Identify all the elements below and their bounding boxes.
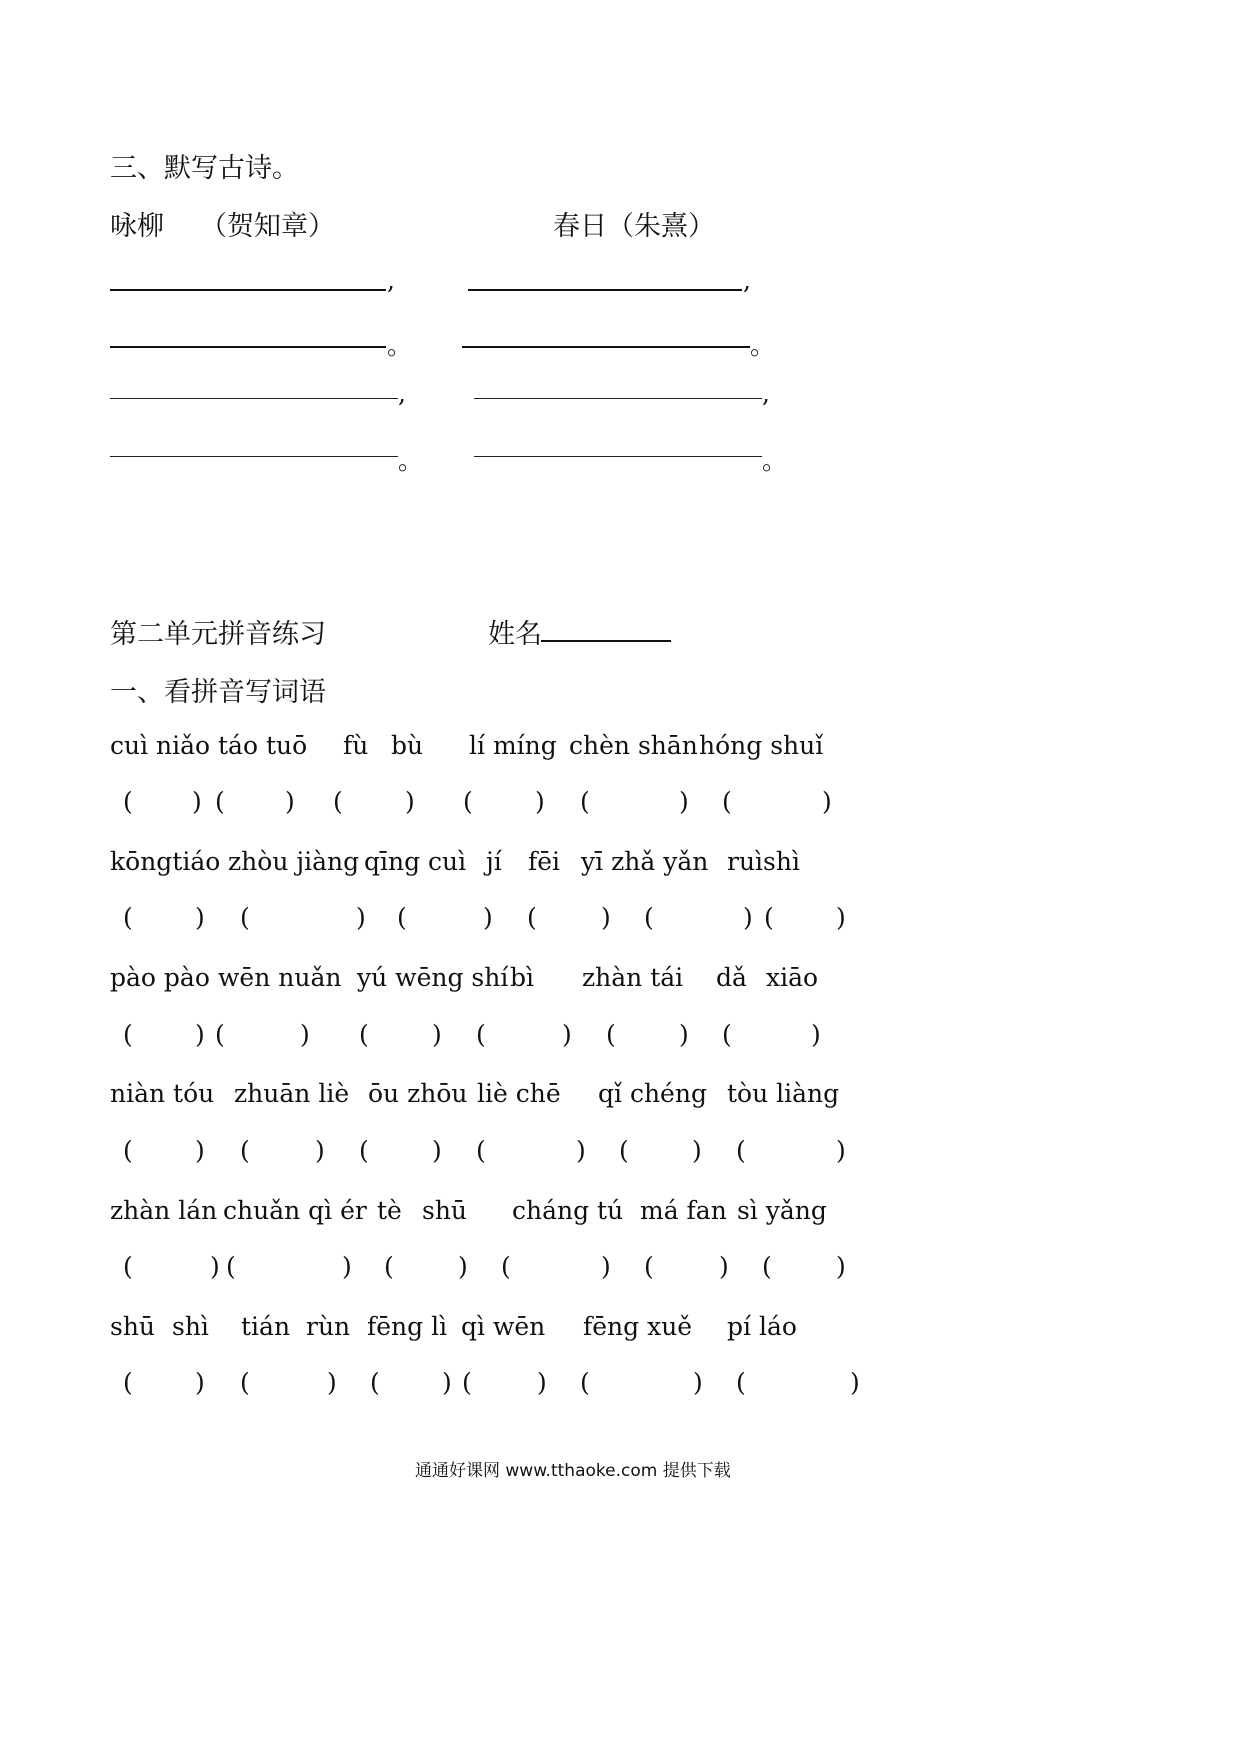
answer-open-paren: (	[123, 903, 133, 932]
answer-close-paren: )	[719, 1252, 729, 1281]
pinyin-word: yī zhǎ yǎn	[581, 847, 709, 876]
answer-blank[interactable]	[656, 1252, 717, 1282]
answer-open-paren: (	[476, 1020, 486, 1049]
answer-open-paren: (	[580, 787, 590, 816]
pinyin-word: chèn shān	[569, 731, 698, 760]
pinyin-word: táo tuō	[218, 731, 308, 760]
answer-open-paren: (	[359, 1136, 369, 1165]
answer-close-paren: )	[458, 1252, 468, 1281]
poem1-line-3[interactable]	[110, 398, 398, 399]
answer-open-paren: (	[644, 1252, 654, 1281]
punct: 。	[387, 331, 413, 360]
pinyin-word: hóng shuǐ	[699, 731, 824, 760]
answer-blank[interactable]	[592, 1368, 691, 1398]
section-heading-poems: 三、默写古诗。	[110, 153, 299, 184]
pinyin-word: tián	[241, 1312, 291, 1341]
answer-open-paren: (	[384, 1252, 394, 1281]
answer-open-paren: (	[476, 1136, 486, 1165]
answer-open-paren: (	[123, 1252, 133, 1281]
pinyin-word: zhàn tái	[582, 963, 684, 992]
answer-open-paren: (	[123, 1020, 133, 1049]
answer-blank[interactable]	[488, 1020, 560, 1050]
answer-blank[interactable]	[135, 787, 190, 817]
punct: 。	[398, 446, 424, 475]
answer-open-paren: (	[722, 1020, 732, 1049]
answer-blank[interactable]	[539, 903, 599, 933]
answer-close-paren: )	[679, 1020, 689, 1049]
pinyin-word: shū	[110, 1312, 156, 1341]
answer-blank[interactable]	[475, 787, 533, 817]
poem2-title: 春日（朱熹）	[553, 211, 715, 242]
answer-open-paren: (	[762, 1252, 772, 1281]
answer-close-paren: )	[601, 903, 611, 932]
answer-close-paren: )	[210, 1252, 220, 1281]
pinyin-word: ruìshì	[727, 847, 800, 876]
answer-close-paren: )	[442, 1368, 452, 1397]
answer-open-paren: (	[462, 1368, 472, 1397]
name-field[interactable]	[541, 640, 671, 642]
answer-open-paren: (	[619, 1136, 629, 1165]
answer-blank[interactable]	[474, 1368, 535, 1398]
pinyin-word: pí láo	[727, 1312, 797, 1341]
punct: 。	[762, 446, 788, 475]
pinyin-word: fēi	[528, 847, 561, 876]
answer-blank[interactable]	[371, 1020, 430, 1050]
answer-close-paren: )	[679, 787, 689, 816]
pinyin-word: fù	[343, 731, 369, 760]
answer-open-paren: (	[644, 903, 654, 932]
answer-close-paren: )	[432, 1020, 442, 1049]
answer-blank[interactable]	[238, 1252, 340, 1282]
answer-blank[interactable]	[135, 1252, 208, 1282]
answer-blank[interactable]	[252, 1136, 313, 1166]
pinyin-word: dǎ	[716, 963, 747, 992]
answer-blank[interactable]	[748, 1368, 848, 1398]
answer-close-paren: )	[537, 1368, 547, 1397]
punct: ,	[743, 266, 751, 295]
answer-close-paren: )	[836, 903, 846, 932]
answer-blank[interactable]	[734, 1020, 809, 1050]
answer-blank[interactable]	[135, 1136, 193, 1166]
pinyin-word: chuǎn qì ér	[223, 1196, 367, 1225]
poem2-line-2[interactable]	[462, 346, 750, 348]
answer-open-paren: (	[226, 1252, 236, 1281]
pinyin-word: fēng lì	[367, 1312, 448, 1341]
answer-blank[interactable]	[592, 787, 677, 817]
answer-close-paren: )	[562, 1020, 572, 1049]
pinyin-word: zhòu jiàng	[228, 847, 360, 876]
pinyin-word: jí	[486, 847, 502, 876]
answer-open-paren: (	[580, 1368, 590, 1397]
answer-blank[interactable]	[409, 903, 481, 933]
answer-close-paren: )	[601, 1252, 611, 1281]
answer-blank[interactable]	[345, 787, 403, 817]
answer-blank[interactable]	[371, 1136, 430, 1166]
pinyin-word: fēng xuě	[583, 1312, 693, 1341]
pinyin-word: qīng cuì	[364, 847, 467, 876]
poem1-line-4[interactable]	[110, 456, 398, 457]
answer-open-paren: (	[123, 1368, 133, 1397]
answer-open-paren: (	[333, 787, 343, 816]
answer-open-paren: (	[240, 903, 250, 932]
pinyin-word: wēn nuǎn	[218, 963, 342, 992]
pinyin-word: má fan	[640, 1196, 727, 1225]
answer-blank[interactable]	[774, 1252, 834, 1282]
pinyin-word: shū	[422, 1196, 468, 1225]
pinyin-word: ōu zhōu	[368, 1079, 468, 1108]
answer-blank[interactable]	[734, 787, 820, 817]
pinyin-word: qì wēn	[461, 1312, 546, 1341]
answer-open-paren: (	[606, 1020, 616, 1049]
answer-open-paren: (	[463, 787, 473, 816]
answer-close-paren: )	[285, 787, 295, 816]
answer-open-paren: (	[123, 787, 133, 816]
answer-close-paren: )	[811, 1020, 821, 1049]
pinyin-word: cháng tú	[512, 1196, 624, 1225]
pinyin-word: liè chē	[477, 1079, 561, 1108]
answer-close-paren: )	[850, 1368, 860, 1397]
answer-close-paren: )	[692, 1136, 702, 1165]
answer-blank[interactable]	[252, 1368, 325, 1398]
poem1-line-2[interactable]	[110, 346, 386, 348]
answer-blank[interactable]	[631, 1136, 690, 1166]
answer-blank[interactable]	[748, 1136, 834, 1166]
answer-close-paren: )	[356, 903, 366, 932]
answer-open-paren: (	[240, 1136, 250, 1165]
answer-close-paren: )	[342, 1252, 352, 1281]
pinyin-word: bù	[391, 731, 424, 760]
answer-close-paren: )	[300, 1020, 310, 1049]
punct: ,	[398, 379, 406, 408]
answer-open-paren: (	[722, 787, 732, 816]
answer-open-paren: (	[501, 1252, 511, 1281]
answer-blank[interactable]	[656, 903, 741, 933]
answer-close-paren: )	[576, 1136, 586, 1165]
answer-open-paren: (	[215, 787, 225, 816]
pinyin-word: zhuān liè	[234, 1079, 350, 1108]
answer-close-paren: )	[483, 903, 493, 932]
answer-close-paren: )	[192, 787, 202, 816]
pinyin-word: xiāo	[766, 963, 819, 992]
pinyin-word: niàn tóu	[110, 1079, 215, 1108]
pinyin-word: yú wēng shí	[357, 963, 509, 992]
answer-blank[interactable]	[135, 903, 193, 933]
answer-open-paren: (	[123, 1136, 133, 1165]
answer-close-paren: )	[405, 787, 415, 816]
pinyin-word: sì yǎng	[737, 1196, 827, 1225]
pinyin-word: shì	[172, 1312, 209, 1341]
answer-blank[interactable]	[227, 1020, 298, 1050]
answer-blank[interactable]	[135, 1368, 193, 1398]
name-label: 姓名	[488, 619, 542, 650]
answer-blank[interactable]	[135, 1020, 193, 1050]
answer-open-paren: (	[764, 903, 774, 932]
pinyin-word: bì	[510, 963, 534, 992]
answer-close-paren: )	[315, 1136, 325, 1165]
answer-blank[interactable]	[382, 1368, 440, 1398]
punct: ,	[387, 266, 395, 295]
answer-close-paren: )	[535, 787, 545, 816]
poem2-line-1[interactable]	[468, 289, 742, 291]
poem1-title: 咏柳	[110, 211, 164, 242]
answer-open-paren: (	[736, 1136, 746, 1165]
answer-close-paren: )	[327, 1368, 337, 1397]
pinyin-word: tè	[377, 1196, 402, 1225]
answer-open-paren: (	[359, 1020, 369, 1049]
answer-close-paren: )	[195, 903, 205, 932]
answer-open-paren: (	[397, 903, 407, 932]
answer-blank[interactable]	[618, 1020, 677, 1050]
answer-close-paren: )	[836, 1252, 846, 1281]
section-heading-pinyin: 一、看拼音写词语	[110, 677, 326, 708]
answer-open-paren: (	[240, 1368, 250, 1397]
pinyin-word: zhàn lán	[110, 1196, 218, 1225]
answer-open-paren: (	[527, 903, 537, 932]
answer-blank[interactable]	[227, 787, 283, 817]
unit-title: 第二单元拼音练习	[110, 619, 326, 650]
poem1-author: （贺知章）	[200, 211, 335, 242]
answer-blank[interactable]	[488, 1136, 574, 1166]
answer-blank[interactable]	[513, 1252, 599, 1282]
pinyin-word: kōngtiáo	[110, 847, 221, 876]
answer-close-paren: )	[432, 1136, 442, 1165]
answer-close-paren: )	[743, 903, 753, 932]
footer-source: 通通好课网 www.tthaoke.com 提供下载	[415, 1461, 731, 1481]
punct: 。	[750, 331, 776, 360]
pinyin-word: rùn	[306, 1312, 351, 1341]
answer-close-paren: )	[836, 1136, 846, 1165]
poem1-line-1[interactable]	[110, 289, 386, 291]
answer-blank[interactable]	[252, 903, 354, 933]
answer-close-paren: )	[195, 1020, 205, 1049]
pinyin-word: pào pào	[110, 963, 210, 992]
pinyin-word: qǐ chéng	[598, 1079, 707, 1108]
answer-blank[interactable]	[396, 1252, 456, 1282]
answer-open-paren: (	[215, 1020, 225, 1049]
answer-close-paren: )	[822, 787, 832, 816]
poem2-line-3[interactable]	[474, 398, 762, 399]
answer-open-paren: (	[370, 1368, 380, 1397]
answer-close-paren: )	[195, 1368, 205, 1397]
pinyin-word: cuì niǎo	[110, 731, 211, 760]
pinyin-word: tòu liàng	[727, 1079, 840, 1108]
poem2-line-4[interactable]	[474, 456, 762, 457]
answer-blank[interactable]	[776, 903, 834, 933]
answer-open-paren: (	[736, 1368, 746, 1397]
pinyin-word: lí míng	[469, 731, 557, 760]
answer-close-paren: )	[693, 1368, 703, 1397]
answer-close-paren: )	[195, 1136, 205, 1165]
punct: ,	[762, 379, 770, 408]
